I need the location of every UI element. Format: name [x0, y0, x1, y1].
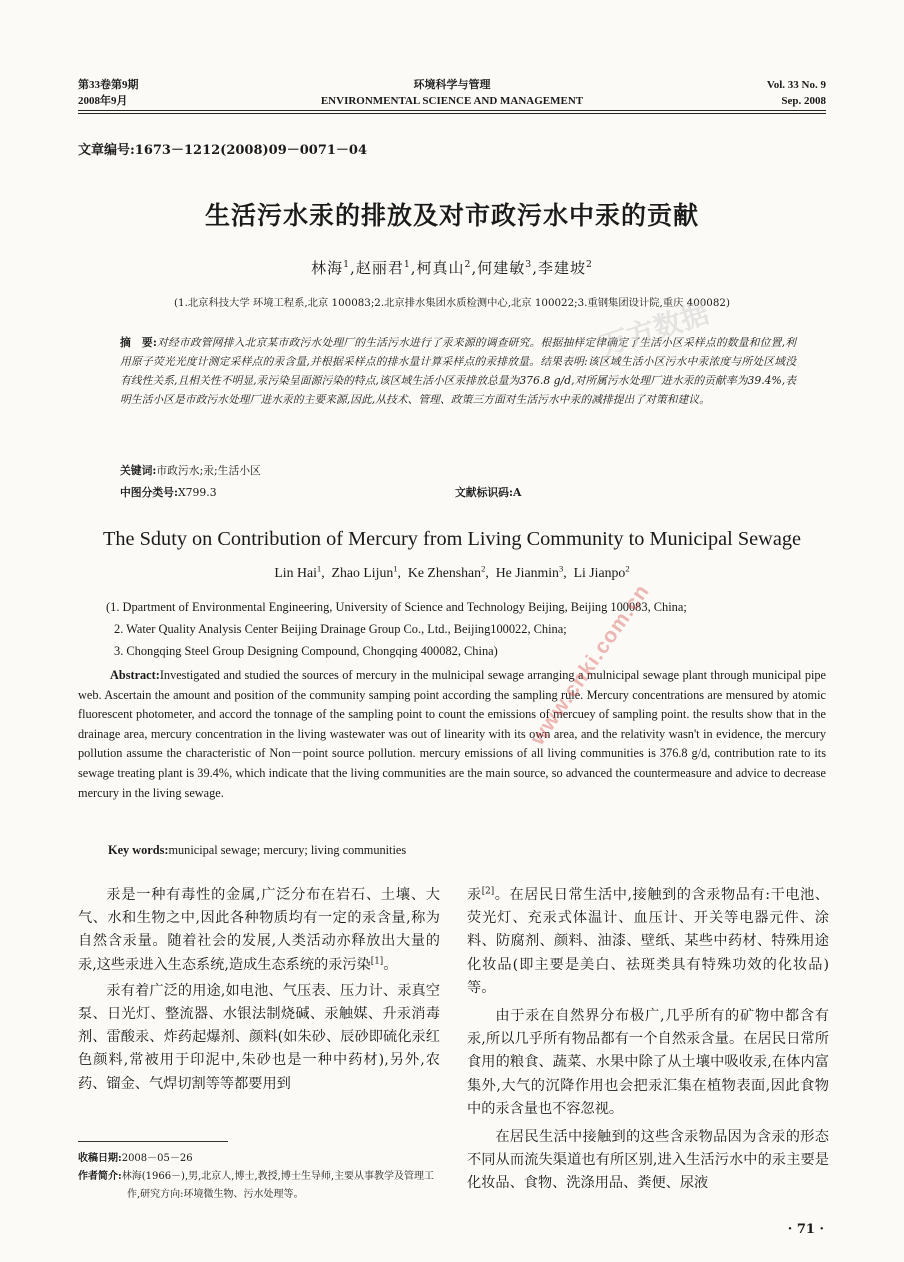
received-text: 2008－05－26	[121, 1153, 193, 1164]
author-name: Zhao Lijun	[331, 565, 394, 580]
author-en	[332, 565, 398, 580]
author-affil-sup: 2	[625, 563, 630, 574]
document-code	[455, 483, 521, 502]
keywords-cn-text: 市政污水;汞;生活小区	[156, 464, 261, 477]
header-date-cn: 2008年9月	[78, 95, 128, 107]
keywords-en-label: Key words:	[108, 843, 169, 857]
author-bio-label: 作者简介:	[78, 1171, 122, 1182]
author-en	[496, 565, 564, 580]
citation-ref: [2]	[481, 886, 495, 897]
header-rule	[78, 110, 826, 111]
received-date	[78, 1150, 442, 1168]
journal-issue-en	[767, 77, 826, 109]
header-rule-thin	[78, 113, 826, 114]
watermark-cnki: www.cnki.com.cn	[526, 580, 655, 750]
author-affil-sup: 1	[403, 259, 411, 270]
document-code-text: A	[512, 486, 522, 499]
body-column-right	[467, 884, 829, 1196]
author-cn	[417, 259, 472, 277]
affiliations-cn: (1.北京科技大学 环境工程系,北京 100083;2.北京排水集团水质检测中心,北京 100022;3.重钢集团设计院,重庆 400082)	[174, 297, 730, 309]
paragraph-text: 。在居民日常生活中,接触到的含汞物品有:干电池、荧光灯、充汞式体温计、血压计、开关等电器元件、涂料、防腐剂、颜料、油漆、壁纸、某些中药材、特殊用途化妆品(即主要是美白、祛斑类具有特殊功效的化妆品)等。	[467, 887, 829, 996]
paragraph-text: 汞是一种有毒性的金属,广泛分布在岩石、土壤、大气、水和生物之中,因此各种物质均有一定的汞含量,称为自然含汞量。随着社会的发展,人类活动亦释放出大量的汞,这些汞进入生态系统,造成生态系统的汞污染	[78, 887, 440, 973]
body-paragraph	[78, 884, 440, 977]
author-cn	[538, 259, 593, 277]
body-paragraph: 汞有着广泛的用途,如电池、气压表、压力计、汞真空泵、日光灯、整流器、水银法制烧碱、汞触媒、升汞消毒剂、雷酸汞、炸药起爆剂、颜料(如朱砂、辰砂即硫化汞红色颜料,常被用于印泥中,朱砂也是一种中药材),另外,农药、镏金、气焊切割等等都要用到	[78, 982, 440, 1092]
author-affil-sup: 2	[585, 259, 593, 270]
keywords-cn-label: 关键词:	[120, 464, 157, 477]
keywords-en-text: municipal sewage; mercury; living communities	[168, 843, 407, 857]
author-cn	[356, 259, 411, 277]
author-affil-sup: 1	[393, 563, 398, 574]
received-label: 收稿日期:	[78, 1153, 122, 1164]
author-affil-sup: 1	[316, 563, 322, 574]
abstract-en-label: Abstract:	[109, 668, 160, 682]
title-cn: 生活污水汞的排放及对市政污水中汞的贡献	[204, 201, 699, 230]
author-name: Lin Hai	[274, 565, 317, 580]
footnote-rule	[78, 1141, 228, 1142]
body-paragraph	[467, 884, 829, 1000]
body-paragraph: 在居民生活中接触到的这些含汞物品因为含汞的形态不同从而流失渠道也有所区别,进入生活污水中的汞主要是化妆品、食物、洗涤用品、粪便、尿液	[467, 1129, 829, 1192]
header-volume-en: Vol. 33 No. 9	[766, 79, 826, 91]
author-name: 何建敏	[477, 259, 526, 277]
author-en	[274, 565, 321, 580]
abstract-en-text: Investigated and studied the sources of mercury in the mulnicipal sewage arranging a mulnicipal sewage plant through municipal pipe web. Ascertain the amount and position of the community samping point according the sampling rule. Mercury concentrations are mensured by atomic fluorescent photometer, and accord the tonnage of the sampling point to count the emissions of mercuey of sampling point. the results show that in the drainage area, mercury concentration in the living wastewater was out of linearity with its own area, and the relativity wasn't in evidence, the mercury pollution assume the characteristic of Non－point source pollution. mercury emissions of all living communities is 376.8 g/d, contribution rate to its sewage treating plant is 39.4%, which indicate that the living communities are the main source, so advanced the countermeasure and advice to decrease mercury in the living sewage.	[78, 668, 826, 800]
author-affil-sup: 3	[525, 259, 533, 270]
abstract-en	[78, 666, 826, 803]
header-date-en: Sep. 2008	[781, 95, 826, 107]
clc-label: 中图分类号:	[120, 486, 178, 499]
affiliation-en-3: 3. Chongqing Steel Group Designing Compound, Chongqing 400082, China)	[114, 644, 498, 658]
paragraph-text: 。	[383, 956, 398, 973]
author-affil-sup: 3	[558, 563, 564, 574]
author-affil-sup: 1	[343, 259, 351, 270]
author-name: 柯真山	[416, 259, 465, 277]
author-name: Ke Zhenshan	[407, 565, 482, 580]
author-en	[574, 565, 630, 580]
author-bio-text: 林海(1966－),男,北京人,博士,教授,博士生导师,主要从事教学及管理工作,研究方向:环境微生物、污水处理等。	[121, 1171, 435, 1200]
body-column-left	[78, 884, 440, 1096]
author-name: 林海	[311, 259, 344, 277]
abstract-cn-label: 摘 要:	[120, 336, 157, 349]
keywords-cn	[120, 461, 261, 480]
journal-name-en: ENVIRONMENTAL SCIENCE AND MANAGEMENT	[320, 95, 584, 107]
abstract-cn-text: 对经市政管网排入北京某市政污水处理厂的生活污水进行了汞来源的调查研究。根据抽样定律确定了生活小区采样点的数量和位置,利用原子荧光光度计测定采样点的汞含量,并根据采样点的排水量计算采样点的汞排放量。结果表明:该区域生活小区污水中汞浓度与所处区域没有线性关系,且相关性不明显,汞污染呈面源污染的特点,该区域生活小区汞排放总量为376.8 g/d,对所属污水处理厂进水汞的贡献率为39.4%,表明生活小区是市政污水处理厂进水汞的主要来源,因此,从技术、管理、政策三方面对生活污水中汞的减排提出了对策和建议。	[120, 336, 796, 406]
title-en: The Sduty on Contribution of Mercury from Living Community to Municipal Sewage	[103, 528, 801, 550]
footnote	[78, 1150, 442, 1204]
author-bio	[78, 1168, 442, 1204]
keywords-en	[108, 841, 406, 861]
authors-cn: 林海$^1$,赵丽君$^1$,柯真山$^2$,何建敏$^3$,李建坡$^2$	[311, 259, 593, 277]
author-affil-sup: 2	[481, 563, 486, 574]
journal-name-cn: 环境科学与管理	[413, 79, 491, 91]
affiliation-en-2: 2. Water Quality Analysis Center Beijing Drainage Group Co., Ltd., Beijing100022, China;	[114, 622, 567, 636]
watermark-wanfang: 万方数据	[596, 297, 713, 362]
clc-number	[120, 483, 217, 502]
page-number: · 71 ·	[787, 1222, 824, 1237]
article-number: 文章编号:1673－1212(2008)09－0071－04	[78, 143, 368, 158]
clc-text: X799.3	[177, 486, 217, 499]
author-cn	[311, 259, 350, 277]
affiliation-en-1: (1. Dpartment of Environmental Engineering, University of Science and Technology Beijing, Beijing 100083, China;	[106, 600, 687, 614]
author-cn	[477, 259, 532, 277]
author-affil-sup: 2	[464, 259, 472, 270]
author-name: 赵丽君	[355, 259, 404, 277]
abstract-cn	[120, 333, 796, 409]
document-code-label: 文献标识码:	[455, 486, 513, 499]
citation-ref: [1]	[370, 955, 384, 966]
header-volume: 第33卷第9期	[78, 79, 139, 91]
author-name: Li Jianpo	[573, 565, 626, 580]
body-paragraph: 由于汞在自然界分布极广,几乎所有的矿物中都含有汞,所以几乎所有物品都有一个自然汞含量。在居民日常所食用的粮食、蔬菜、水果中除了从土壤中吸收汞,在体内富集外,大气的沉降作用也会把汞汇集在植物表面,因此食物中的汞含量也不容忽视。	[467, 1008, 829, 1117]
author-name: He Jianmin	[495, 565, 559, 580]
paragraph-text: 汞	[467, 887, 482, 903]
author-en	[408, 565, 485, 580]
authors-en: Lin Hai$^1$, Zhao Lijun$^1$, Ke Zhenshan$^2$, He Jianmin$^3$, Li Jianpo$^2$	[274, 563, 630, 580]
author-name: 李建坡	[537, 259, 586, 277]
